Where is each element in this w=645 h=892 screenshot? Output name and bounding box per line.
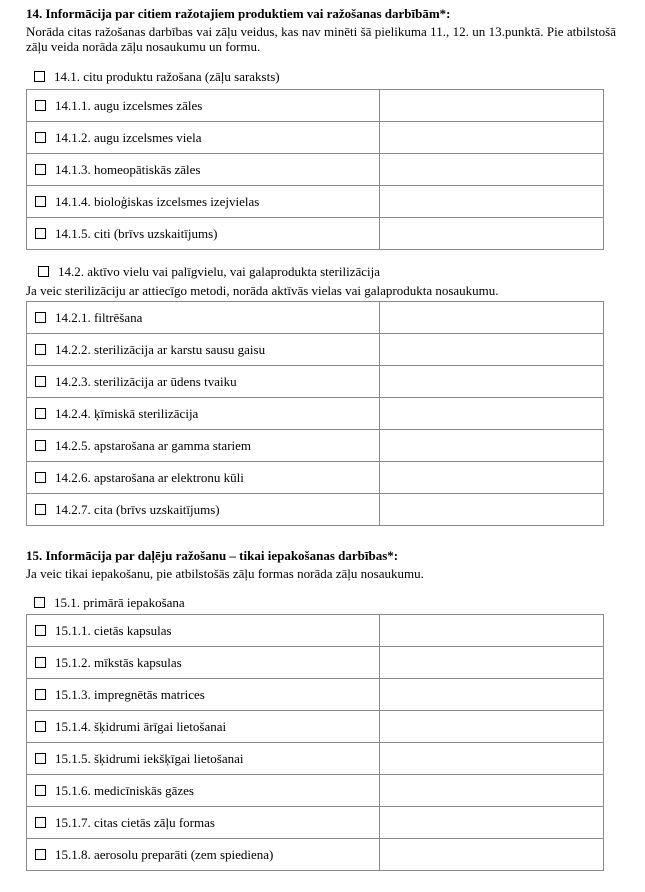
checkbox[interactable] — [35, 376, 46, 387]
item-value-field[interactable] — [380, 839, 604, 871]
checkbox[interactable] — [35, 753, 46, 764]
table-row — [27, 775, 604, 807]
item-value-field[interactable] — [380, 154, 604, 186]
table-row — [27, 807, 604, 839]
item-label-cell — [27, 186, 380, 218]
item-label-cell — [27, 615, 380, 647]
checkbox[interactable] — [35, 344, 46, 355]
item-label: 15.1.6. medicīniskās gāzes — [55, 782, 194, 798]
item-value-field[interactable] — [380, 743, 604, 775]
group-15-1-header — [34, 595, 185, 611]
item-label: 15.1.7. citas cietās zāļu formas — [55, 814, 215, 830]
item-label: 14.2.4. ķīmiskā sterilizācija — [55, 405, 199, 421]
checkbox[interactable] — [35, 721, 46, 732]
item-label: 14.1.3. homeopātiskās zāles — [55, 161, 201, 177]
item-label: 15.1.4. šķidrumi ārīgai lietošanai — [55, 718, 227, 734]
table-15-1 — [26, 614, 604, 871]
group-label: 15.1. primārā iepakošana — [54, 595, 185, 610]
checkbox[interactable] — [34, 597, 45, 608]
checkbox[interactable] — [35, 132, 46, 143]
item-label: 15.1.5. šķidrumi iekšķīgai lietošanai — [55, 750, 244, 766]
checkbox[interactable] — [35, 849, 46, 860]
item-label: 14.1.2. augu izcelsmes viela — [55, 129, 202, 145]
checkbox[interactable] — [35, 164, 46, 175]
item-value-field[interactable] — [380, 615, 604, 647]
item-label: 14.2.2. sterilizācija ar karstu sausu gaisu — [55, 341, 266, 357]
table-row — [27, 647, 604, 679]
table-row — [27, 302, 604, 334]
item-label: 14.2.1. filtrēšana — [55, 309, 143, 325]
item-label-cell — [27, 462, 380, 494]
checkbox[interactable] — [35, 689, 46, 700]
section-14-title: 14. Informācija par citiem ražotajiem produktiem vai ražošanas darbībām*: — [26, 6, 451, 21]
item-value-field[interactable] — [380, 122, 604, 154]
item-label: 14.2.6. apstarošana ar elektronu kūli — [55, 469, 244, 485]
table-row — [27, 366, 604, 398]
item-label-cell — [27, 218, 380, 250]
item-label: 15.1.8. aerosolu preparāti (zem spiediena) — [55, 846, 274, 862]
table-row — [27, 218, 604, 250]
table-row — [27, 494, 604, 526]
item-value-field[interactable] — [380, 647, 604, 679]
table-row — [27, 90, 604, 122]
item-value-field[interactable] — [380, 430, 604, 462]
item-value-field[interactable] — [380, 366, 604, 398]
item-label: 14.2.3. sterilizācija ar ūdens tvaiku — [55, 373, 237, 389]
section-14-description: Norāda citas ražošanas darbības vai zāļu veidus, kas nav minēti šā pielikuma 11., 12. un 13.punktā. Pie atbilstošā zāļu veida norāda zāļu nosaukumu un formu. — [26, 24, 616, 54]
item-value-field[interactable] — [380, 807, 604, 839]
group-14-2-header — [38, 264, 380, 280]
item-label-cell — [27, 647, 380, 679]
item-value-field[interactable] — [380, 398, 604, 430]
section-15-description: Ja veic tikai iepakošanu, pie atbilstošās zāļu formas norāda zāļu nosaukumu. — [26, 566, 424, 581]
item-value-field[interactable] — [380, 494, 604, 526]
item-label-cell — [27, 743, 380, 775]
item-label-cell — [27, 807, 380, 839]
item-label: 14.1.1. augu izcelsmes zāles — [55, 97, 203, 113]
checkbox[interactable] — [35, 472, 46, 483]
item-label-cell — [27, 366, 380, 398]
item-label-cell — [27, 494, 380, 526]
checkbox[interactable] — [38, 266, 49, 277]
item-label-cell — [27, 775, 380, 807]
table-14-2 — [26, 301, 604, 526]
table-row — [27, 334, 604, 366]
checkbox[interactable] — [34, 71, 45, 82]
group-label: 14.2. aktīvo vielu vai palīgvielu, vai galaprodukta sterilizācija — [58, 264, 381, 279]
table-row — [27, 122, 604, 154]
item-label: 14.2.5. apstarošana ar gamma stariem — [55, 437, 252, 453]
item-value-field[interactable] — [380, 302, 604, 334]
item-label: 15.1.2. mīkstās kapsulas — [55, 654, 182, 670]
table-row — [27, 462, 604, 494]
table-row — [27, 839, 604, 871]
table-row — [27, 679, 604, 711]
checkbox[interactable] — [35, 785, 46, 796]
item-value-field[interactable] — [380, 90, 604, 122]
checkbox[interactable] — [35, 100, 46, 111]
item-value-field[interactable] — [380, 334, 604, 366]
item-label-cell — [27, 679, 380, 711]
table-row — [27, 711, 604, 743]
item-label-cell — [27, 334, 380, 366]
table-14-1 — [26, 89, 604, 250]
table-row — [27, 615, 604, 647]
table-row — [27, 186, 604, 218]
item-label: 14.2.7. cita (brīvs uzskaitījums) — [55, 501, 220, 517]
checkbox[interactable] — [35, 440, 46, 451]
item-label-cell — [27, 302, 380, 334]
group-14-2-note: Ja veic sterilizāciju ar attiecīgo metodi, norāda aktīvās vielas vai galaprodukta nosaukumu. — [26, 283, 499, 298]
table-row — [27, 430, 604, 462]
group-label: 14.1. citu produktu ražošana (zāļu saraksts) — [54, 69, 280, 84]
checkbox[interactable] — [35, 504, 46, 515]
item-label-cell — [27, 839, 380, 871]
item-value-field[interactable] — [380, 218, 604, 250]
checkbox[interactable] — [35, 196, 46, 207]
item-label-cell — [27, 90, 380, 122]
item-label: 15.1.1. cietās kapsulas — [55, 622, 172, 638]
table-row — [27, 154, 604, 186]
item-label: 14.1.5. citi (brīvs uzskaitījums) — [55, 225, 218, 241]
item-label-cell — [27, 398, 380, 430]
checkbox[interactable] — [35, 625, 46, 636]
checkbox[interactable] — [35, 817, 46, 828]
item-label-cell — [27, 430, 380, 462]
checkbox[interactable] — [35, 657, 46, 668]
section-15-title: 15. Informācija par daļēju ražošanu – tikai iepakošanas darbības*: — [26, 548, 399, 563]
item-label: 14.1.4. bioloģiskas izcelsmes izejvielas — [55, 193, 260, 209]
item-value-field[interactable] — [380, 775, 604, 807]
checkbox[interactable] — [35, 408, 46, 419]
item-label-cell — [27, 711, 380, 743]
item-value-field[interactable] — [380, 679, 604, 711]
table-row — [27, 398, 604, 430]
group-14-1-header — [34, 69, 280, 85]
item-value-field[interactable] — [380, 711, 604, 743]
table-row — [27, 743, 604, 775]
item-label: 15.1.3. impregnētās matrices — [55, 686, 205, 702]
item-value-field[interactable] — [380, 462, 604, 494]
checkbox[interactable] — [35, 312, 46, 323]
item-label-cell — [27, 122, 380, 154]
checkbox[interactable] — [35, 228, 46, 239]
item-value-field[interactable] — [380, 186, 604, 218]
item-label-cell — [27, 154, 380, 186]
